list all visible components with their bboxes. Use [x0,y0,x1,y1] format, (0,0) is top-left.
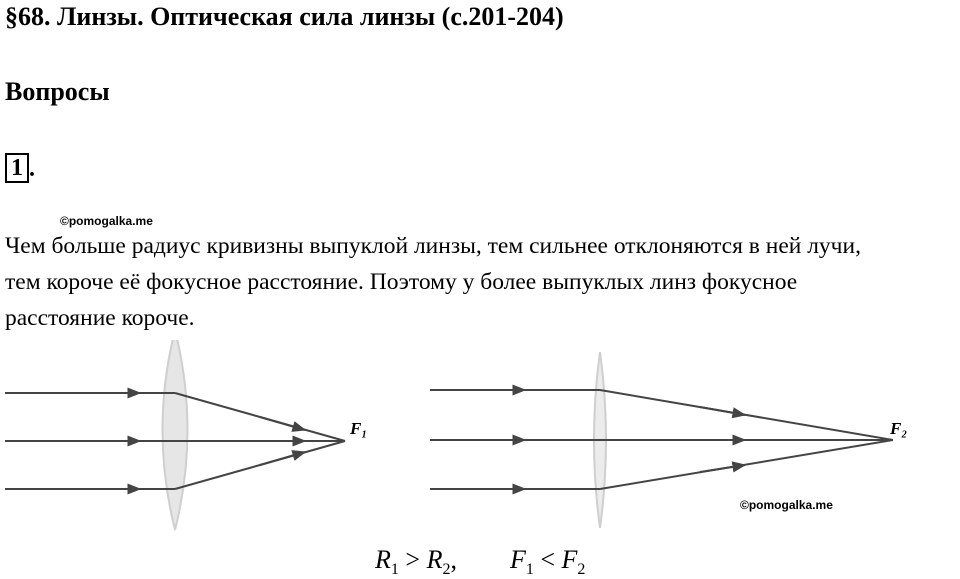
formula-sep: , [450,545,457,574]
formula-gt: > [398,545,427,574]
question-number-box: 1 [5,153,29,183]
page-title: §68. Линзы. Оптическая сила линзы (с.201-204) [5,2,564,31]
focus-label-left: F₁ [350,419,368,438]
formula-r-2: R [426,545,443,574]
question-number-suffix: . [29,156,35,182]
formula-lt: < [533,545,562,574]
question-number [5,153,35,183]
convex-lens-thick [163,340,188,530]
formula-r2-sub: 2 [442,561,451,579]
formula-f: F [509,545,526,574]
formula-r1-sub: 1 [390,561,399,579]
section-title: Вопросы [5,77,110,106]
answer-text [5,228,960,336]
watermark-bottom: ©pomogalka.me [740,498,833,512]
formula-f2-sub: 2 [577,561,586,579]
answer-line-1: Чем больше радиус кривизны выпуклой линзы, тем сильнее отклоняются в ней лучи, [5,233,861,259]
formula-f1-sub: 1 [525,561,534,579]
formula-r: R [375,545,391,574]
answer-line-2: тем короче её фокусное расстояние. Поэтому у более выпуклых линз фокусное [5,269,798,295]
formula [375,545,585,579]
rays-right [430,390,893,489]
focus-label-right: F₂ [890,419,908,438]
watermark-top: ©pomogalka.me [60,214,153,228]
answer-line-3: расстояние короче. [5,305,195,331]
formula-f-2: F [561,545,578,574]
